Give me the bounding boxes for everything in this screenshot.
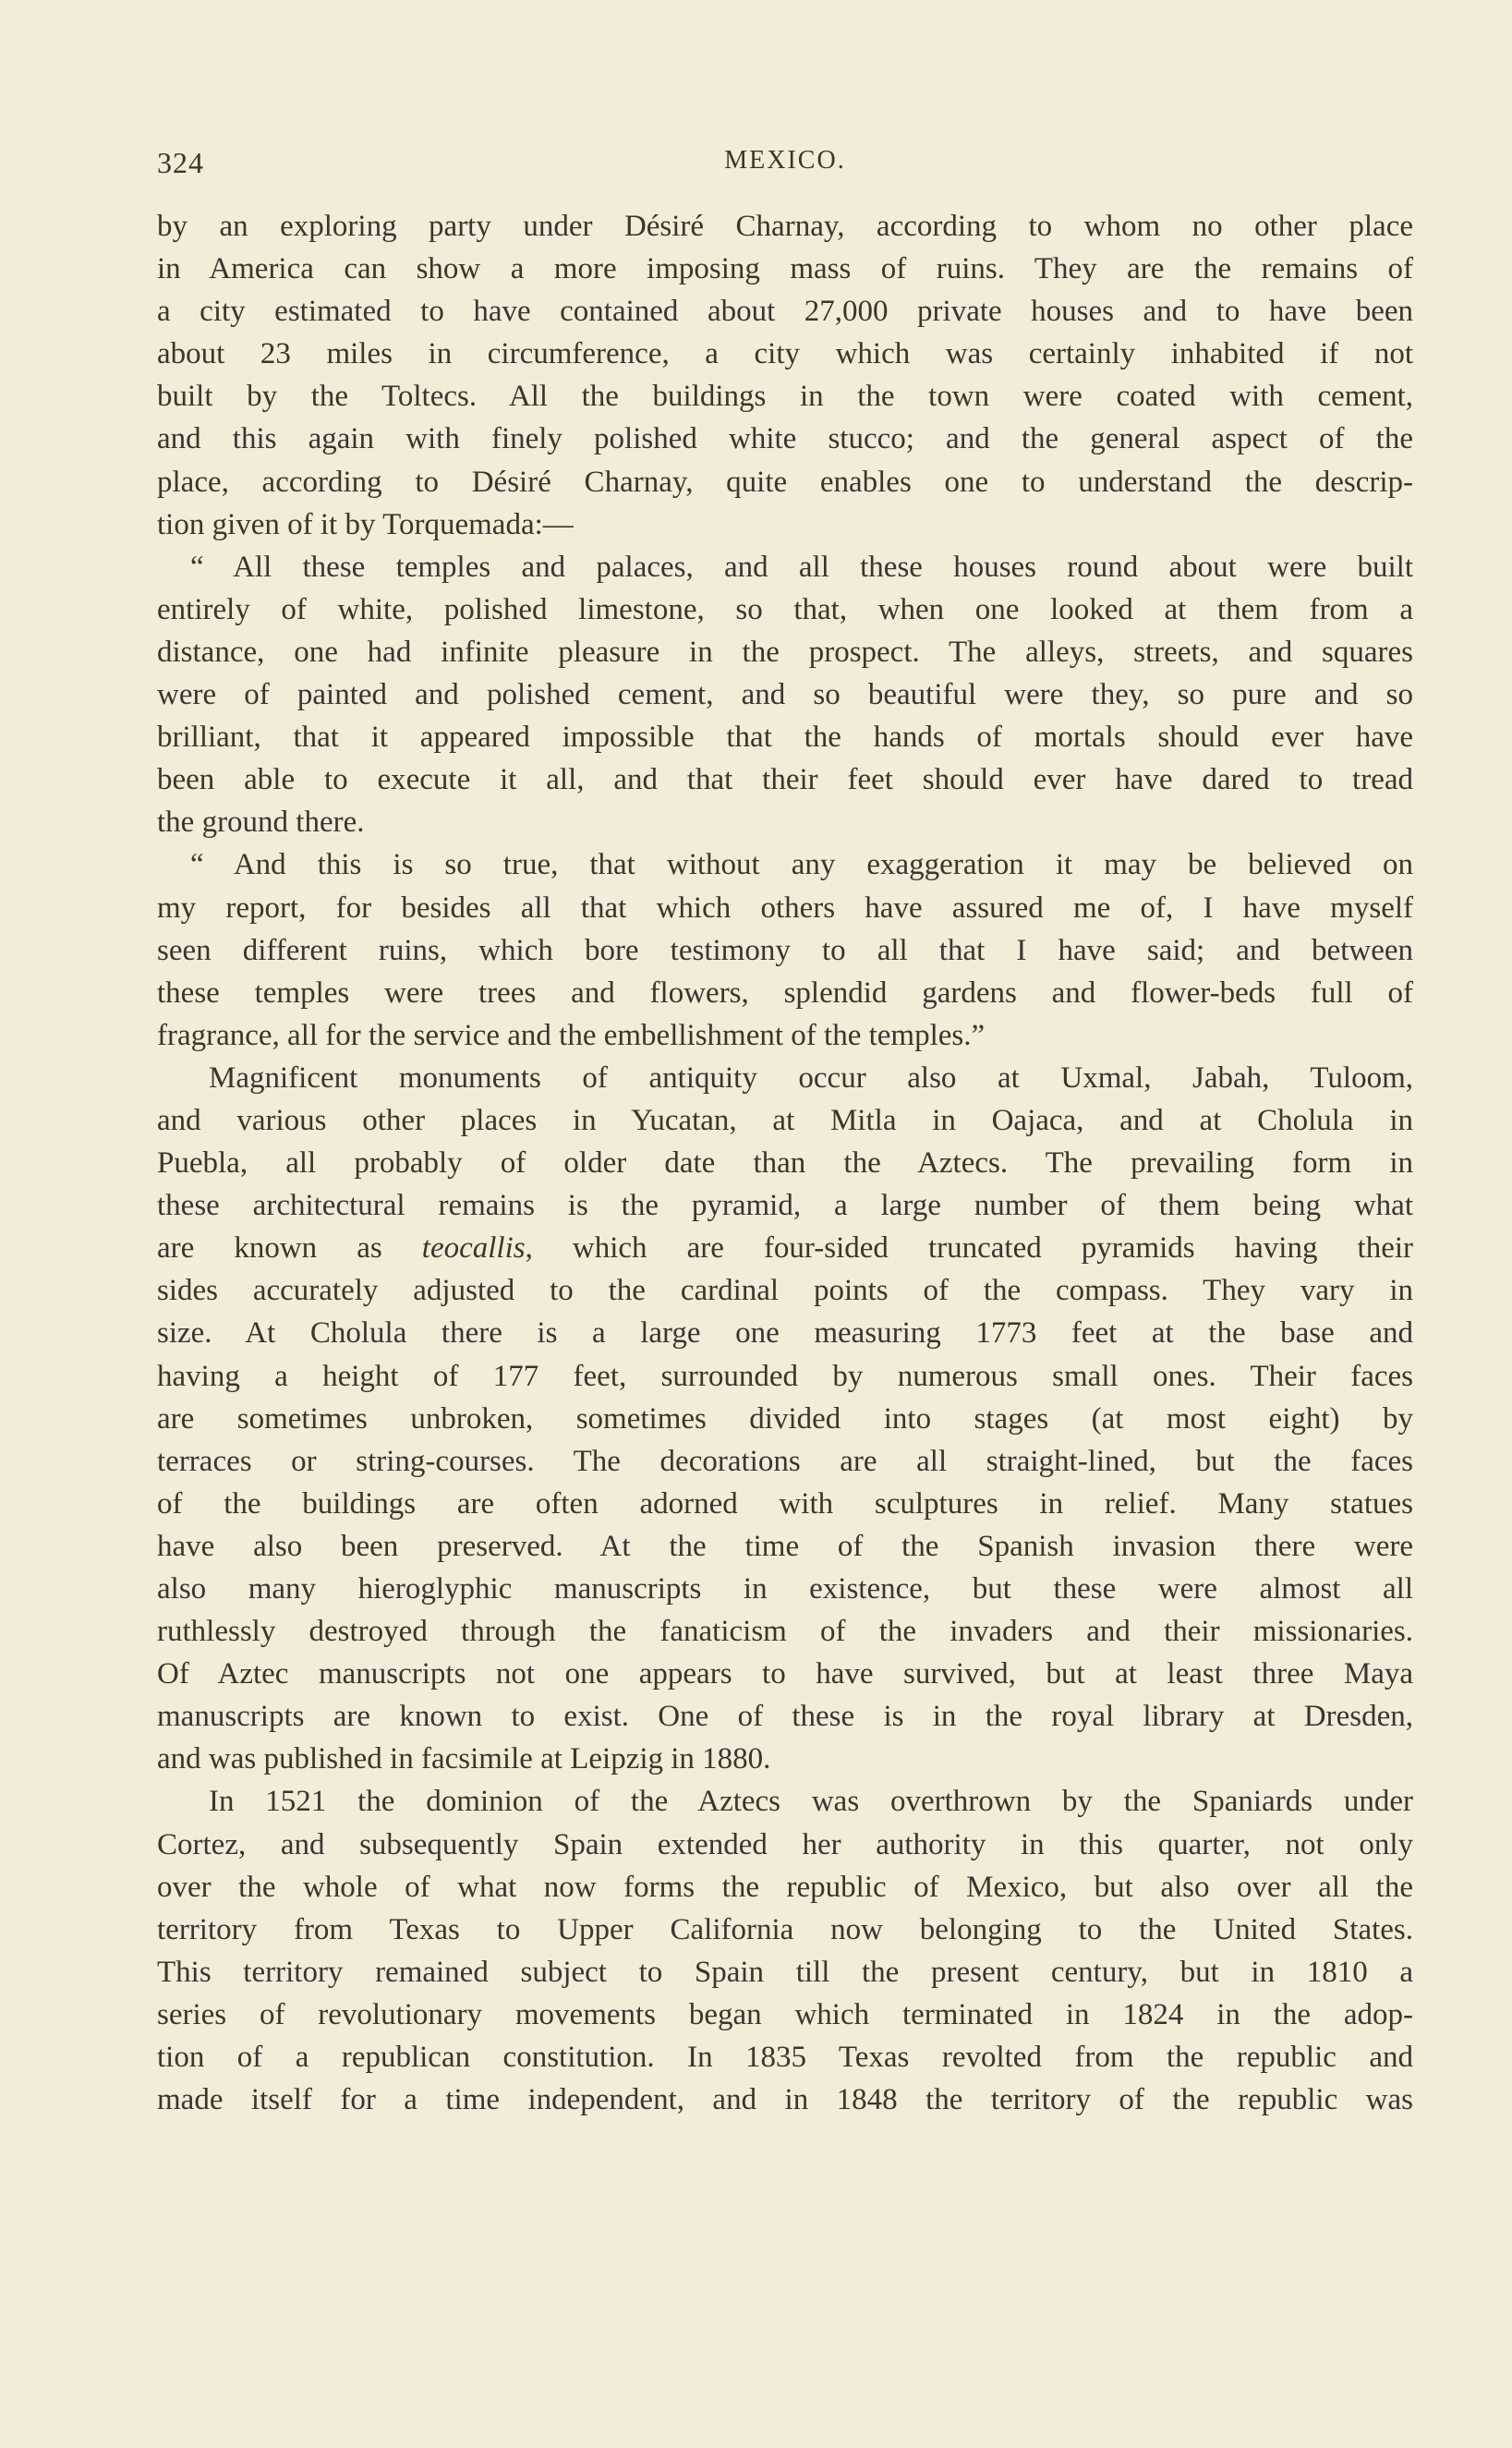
text-line: been able to execute it all, and that their feet should ever have dared to tread	[157, 763, 1413, 797]
text-line: territory from Texas to Upper California now belonging to the United States.	[157, 1912, 1413, 1946]
text-line: distance, one had infinite pleasure in the prospect. The alleys, streets, and squares	[157, 635, 1413, 669]
text-line: also many hieroglyphic manuscripts in existence, but these were almost all	[157, 1572, 1413, 1606]
text-line: Puebla, all probably of older date than the Aztecs. The prevailing form in	[157, 1146, 1413, 1181]
text-line: place, according to Désiré Charnay, quite enables one to understand the descrip-	[157, 465, 1413, 499]
text-line: terraces or string-courses. The decorations are all straight-lined, but the faces	[157, 1444, 1413, 1478]
text-line: these architectural remains is the pyramid, a large number of them being what	[157, 1189, 1413, 1223]
text-line: the ground there.	[157, 806, 365, 840]
running-head: MEXICO.	[724, 146, 846, 175]
text-line: built by the Toltecs. All the buildings in the town were coated with cement,	[157, 380, 1413, 414]
text-line: and this again with finely polished white stucco; and the general aspect of the	[157, 422, 1413, 456]
paragraph	[157, 1780, 1413, 2121]
text-line: in America can show a more imposing mass of ruins. They are the remains of	[157, 252, 1413, 286]
text-line: and various other places in Yucatan, at Mitla in Oajaca, and at Cholula in	[157, 1103, 1413, 1137]
text-line: This territory remained subject to Spain till the present century, but in 1810 a	[157, 1955, 1413, 1989]
body-text	[157, 205, 1413, 2121]
text-line: tion given of it by Torquemada:—	[157, 507, 574, 541]
text-line: “ And this is so true, that without any exaggeration it may be believed on	[190, 848, 1413, 882]
text-line: size. At Cholula there is a large one measuring 1773 feet at the base and	[157, 1316, 1413, 1351]
text-line: my report, for besides all that which others have assured me of, I have myself	[157, 891, 1413, 925]
text-line: “ All these temples and palaces, and all these houses round about were built	[190, 550, 1413, 584]
paragraph	[157, 1057, 1413, 1781]
text-line: were of painted and polished cement, and so beautiful were they, so pure and so	[157, 678, 1413, 712]
paragraph	[157, 843, 1413, 1056]
text-line: having a height of 177 feet, surrounded by numerous small ones. Their faces	[157, 1359, 1413, 1393]
text-line: tion of a republican constitution. In 1835 Texas revolted from the republic and	[157, 2041, 1413, 2075]
text-line: by an exploring party under Désiré Charnay, according to whom no other place	[157, 210, 1413, 243]
text-line: Magnificent monuments of antiquity occur also at Uxmal, Jabah, Tuloom,	[209, 1060, 1413, 1095]
text-line: of the buildings are often adorned with sculptures in relief. Many statues	[157, 1486, 1413, 1521]
text-line: seen different ruins, which bore testimony to all that I have said; and between	[157, 933, 1413, 967]
paragraph	[157, 205, 1413, 546]
text-line: sides accurately adjusted to the cardinal points of the compass. They vary in	[157, 1274, 1413, 1308]
text-line: entirely of white, polished limestone, so that, when one looked at them from a	[157, 592, 1413, 626]
text-line: Cortez, and subsequently Spain extended her authority in this quarter, not only	[157, 1827, 1413, 1861]
text-line: have also been preserved. At the time of the Spanish invasion there were	[157, 1529, 1413, 1563]
text-line: over the whole of what now forms the republic of Mexico, but also over all the	[157, 1870, 1413, 1904]
text-line: are sometimes unbroken, sometimes divided into stages (at most eight) by	[157, 1401, 1413, 1436]
page-number: 324	[157, 146, 204, 179]
page-header	[157, 146, 1413, 185]
text-line: and was published in facsimile at Leipzig in 1880.	[157, 1742, 771, 1776]
text-line: made itself for a time independent, and in 1848 the territory of the republic was	[157, 2083, 1413, 2117]
text-line: series of revolutionary movements began which terminated in 1824 in the adop-	[157, 1997, 1413, 2031]
text-line: are known as teocallis, which are four-sided truncated pyramids having their	[157, 1231, 1413, 1266]
text-line: manuscripts are known to exist. One of these is in the royal library at Dresden,	[157, 1700, 1413, 1734]
text-line: Of Aztec manuscripts not one appears to have survived, but at least three Maya	[157, 1657, 1413, 1691]
text-line: these temples were trees and flowers, splendid gardens and flower-beds full of	[157, 976, 1413, 1010]
text-line: ruthlessly destroyed through the fanaticism of the invaders and their missionaries.	[157, 1615, 1413, 1649]
text-line: brilliant, that it appeared impossible that the hands of mortals should ever have	[157, 721, 1413, 755]
text-line: about 23 miles in circumference, a city which was certainly inhabited if not	[157, 337, 1413, 371]
text-line: In 1521 the dominion of the Aztecs was overthrown by the Spaniards under	[209, 1785, 1413, 1819]
paragraph	[157, 546, 1413, 844]
italic-term: teocallis	[421, 1231, 526, 1266]
text-line: a city estimated to have contained about 27,000 private houses and to have been	[157, 295, 1413, 329]
text-line: fragrance, all for the service and the embellishment of the temples.”	[157, 1018, 986, 1052]
